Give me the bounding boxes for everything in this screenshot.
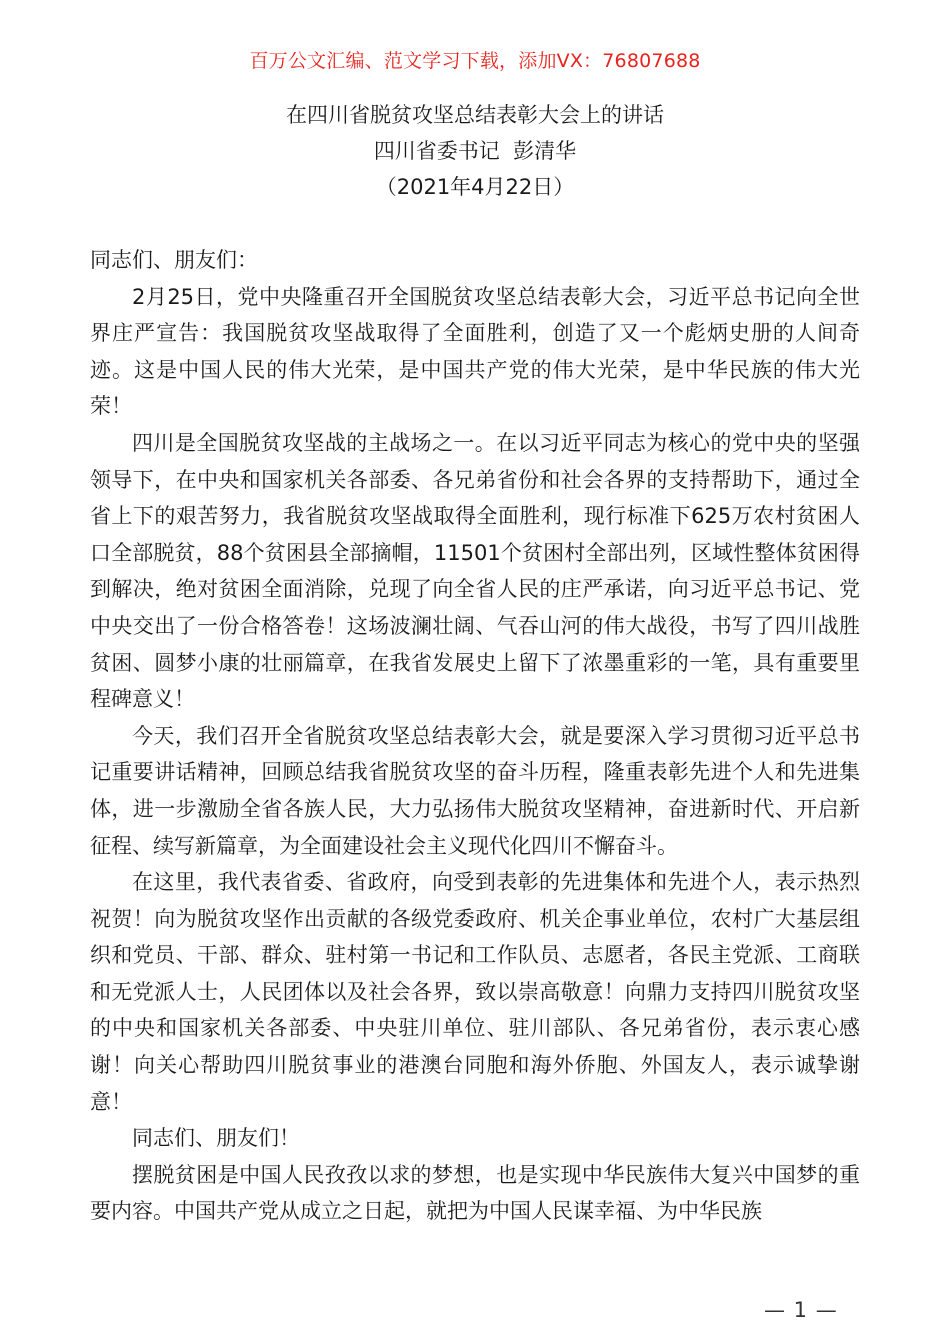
paragraph: 2月25日，党中央隆重召开全国脱贫攻坚总结表彰大会，习近平总书记向全世界庄严宣告：我国脱贫攻坚战取得了全面胜利，创造了又一个彪炳史册的人间奇迹。这是中国人民的伟大光荣，是中国共产党的伟大光荣，是中华民族的伟大光荣！ (90, 284, 860, 419)
speaker-line: 四川省委书记 彭清华 (373, 139, 577, 163)
page-number: — 1 — (764, 1298, 838, 1322)
salutation: 同志们、朋友们： (90, 248, 258, 272)
watermark-banner: 百万公文汇编、范文学习下载，添加VX：76807688 (249, 50, 701, 72)
document-body (90, 242, 860, 1230)
paragraph: 同志们、朋友们！ (132, 1126, 300, 1151)
date-line: （2021年4月22日） (375, 175, 575, 199)
document-title-block (0, 97, 950, 205)
document-title: 在四川省脱贫攻坚总结表彰大会上的讲话 (286, 103, 664, 127)
paragraph: 在这里，我代表省委、省政府，向受到表彰的先进集体和先进个人，表示热烈祝贺！向为脱贫攻坚作出贡献的各级党委政府、机关企事业单位，农村广大基层组织和党员、干部、群众、驻村第一书记和工作队员、志愿者，各民主党派、工商联和无党派人士，人民团体以及社会各界，致以崇高敬意！向鼎力支持四川脱贫攻坚的中央和国家机关各部委、中央驻川单位、驻川部队、各兄弟省份，表示衷心感谢！向关心帮助四川脱贫事业的港澳台同胞和海外侨胞、外国友人，表示诚挚谢意！ (90, 870, 860, 1114)
paragraph: 今天，我们召开全省脱贫攻坚总结表彰大会，就是要深入学习贯彻习近平总书记重要讲话精神，回顾总结我省脱贫攻坚的奋斗历程，隆重表彰先进个人和先进集体，进一步激励全省各族人民，大力弘扬伟大脱贫攻坚精神，奋进新时代、开启新征程、续写新篇章，为全面建设社会主义现代化四川不懈奋斗。 (90, 723, 860, 858)
paragraph: 摆脱贫困是中国人民孜孜以求的梦想，也是实现中华民族伟大复兴中国梦的重要内容。中国共产党从成立之日起，就把为中国人民谋幸福、为中华民族 (90, 1162, 860, 1224)
paragraph: 四川是全国脱贫攻坚战的主战场之一。在以习近平同志为核心的党中央的坚强领导下，在中央和国家机关各部委、各兄弟省份和社会各界的支持帮助下，通过全省上下的艰苦努力，我省脱贫攻坚战取得全面胜利，现行标准下625万农村贫困人口全部脱贫，88个贫困县全部摘帽，11501个贫困村全部出列，区域性整体贫困得到解决，绝对贫困全面消除，兑现了向全省人民的庄严承诺，向习近平总书记、党中央交出了一份合格答卷！这场波澜壮阔、气吞山河的伟大战役，书写了四川战胜贫困、圆梦小康的壮丽篇章，在我省发展史上留下了浓墨重彩的一笔，具有重要里程碑意义！ (90, 430, 860, 712)
